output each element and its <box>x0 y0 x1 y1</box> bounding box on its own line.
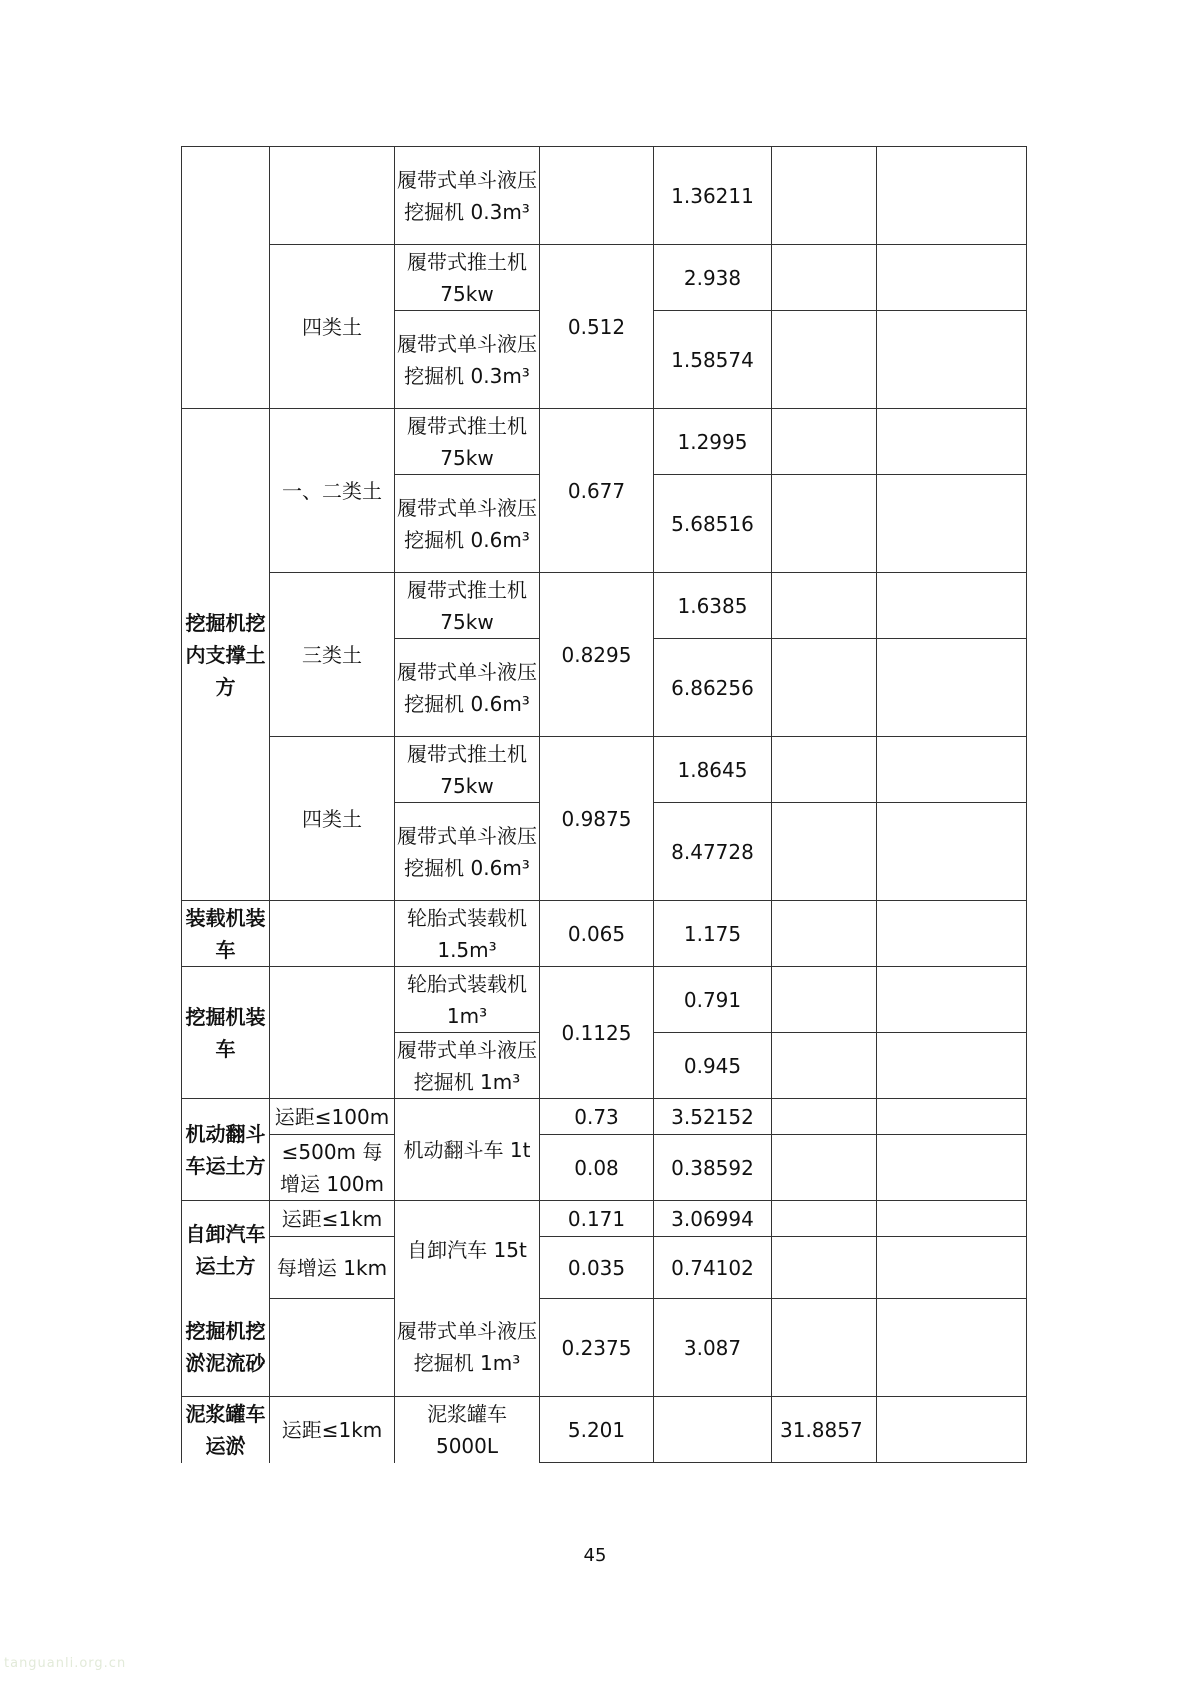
watermark: tanguanli.org.cn <box>4 1656 127 1671</box>
value-cell <box>772 1099 877 1135</box>
value-cell: 0.512 <box>540 245 654 409</box>
value-cell <box>877 475 1027 573</box>
value-cell <box>772 1201 877 1237</box>
value-cell <box>877 245 1027 311</box>
equipment-cell: 自卸汽车 15t <box>395 1201 540 1299</box>
value-cell: 1.6385 <box>654 573 772 639</box>
value-cell: 3.087 <box>654 1299 772 1397</box>
value-cell <box>540 147 654 245</box>
equipment-cell: 履带式单斗液压挖掘机 1m³ <box>395 1299 540 1397</box>
table-row <box>182 737 1027 803</box>
value-cell <box>877 1099 1027 1135</box>
value-cell: 1.175 <box>654 901 772 967</box>
table-row <box>182 1135 1027 1201</box>
table-row <box>182 1201 1027 1237</box>
value-cell <box>772 147 877 245</box>
table-row <box>182 573 1027 639</box>
value-cell <box>772 639 877 737</box>
value-cell <box>772 901 877 967</box>
equipment-cell: 轮胎式装载机 1.5m³ <box>395 901 540 967</box>
table-row <box>182 1099 1027 1135</box>
value-cell: 0.171 <box>540 1201 654 1237</box>
value-cell <box>772 967 877 1033</box>
value-cell: 0.2375 <box>540 1299 654 1397</box>
table-row <box>182 409 1027 475</box>
value-cell: 0.08 <box>540 1135 654 1201</box>
page-number: 45 <box>583 1545 607 1566</box>
soil-cell: 四类土 <box>270 737 395 901</box>
equipment-cell: 泥浆罐车 5000L <box>395 1397 540 1463</box>
equipment-cell: 履带式单斗液压挖掘机 0.6m³ <box>395 475 540 573</box>
equipment-cell: 轮胎式装载机 1m³ <box>395 967 540 1033</box>
soil-cell: 三类土 <box>270 573 395 737</box>
value-cell <box>772 311 877 409</box>
table-row <box>182 1299 1027 1397</box>
equipment-cell: 履带式单斗液压挖掘机 0.3m³ <box>395 147 540 245</box>
equipment-cell: 履带式推土机 75kw <box>395 245 540 311</box>
value-cell <box>877 1135 1027 1201</box>
soil-cell <box>270 1299 395 1397</box>
value-cell: 0.791 <box>654 967 772 1033</box>
equipment-cell: 履带式推土机 75kw <box>395 409 540 475</box>
value-cell <box>772 803 877 901</box>
value-cell <box>772 737 877 803</box>
value-cell <box>772 245 877 311</box>
category-cell: 泥浆罐车运淤 <box>182 1397 270 1463</box>
value-cell: 0.1125 <box>540 967 654 1099</box>
value-cell: 1.58574 <box>654 311 772 409</box>
value-cell: 1.36211 <box>654 147 772 245</box>
value-cell: 5.201 <box>540 1397 654 1463</box>
category-cell: 挖掘机挖内支撑土方 <box>182 409 270 901</box>
value-cell: 0.677 <box>540 409 654 573</box>
value-cell <box>877 967 1027 1033</box>
value-cell <box>877 573 1027 639</box>
value-cell <box>877 639 1027 737</box>
soil-cell: 运距≤1km <box>270 1201 395 1237</box>
value-cell <box>772 1033 877 1099</box>
value-cell <box>877 311 1027 409</box>
value-cell <box>877 1201 1027 1237</box>
value-cell: 0.73 <box>540 1099 654 1135</box>
soil-cell: 一、二类土 <box>270 409 395 573</box>
equipment-cell: 履带式推土机 75kw <box>395 737 540 803</box>
equipment-cell: 履带式单斗液压挖掘机 0.6m³ <box>395 803 540 901</box>
value-cell: 0.9875 <box>540 737 654 901</box>
value-cell: 1.2995 <box>654 409 772 475</box>
table-row <box>182 967 1027 1033</box>
category-cell: 机动翻斗车运土方 <box>182 1099 270 1201</box>
category-cell: 挖掘机装车 <box>182 967 270 1099</box>
value-cell <box>654 1397 772 1463</box>
soil-cell: 每增运 1km <box>270 1237 395 1299</box>
value-cell: 8.47728 <box>654 803 772 901</box>
table-row <box>182 147 1027 245</box>
category-cell: 装载机装车 <box>182 901 270 967</box>
equipment-cell: 履带式单斗液压挖掘机 1m³ <box>395 1033 540 1099</box>
value-cell: 0.38592 <box>654 1135 772 1201</box>
value-cell: 31.8857 <box>772 1397 877 1463</box>
equipment-cell: 履带式单斗液压挖掘机 0.3m³ <box>395 311 540 409</box>
table-row <box>182 1397 1027 1463</box>
value-cell <box>877 901 1027 967</box>
equipment-cell: 机动翻斗车 1t <box>395 1099 540 1201</box>
soil-cell: 运距≤1km <box>270 1397 395 1463</box>
category-cell: 自卸汽车运土方 <box>182 1201 270 1299</box>
table-row <box>182 245 1027 311</box>
value-cell: 0.945 <box>654 1033 772 1099</box>
value-cell: 3.06994 <box>654 1201 772 1237</box>
equipment-cell: 履带式单斗液压挖掘机 0.6m³ <box>395 639 540 737</box>
value-cell <box>877 409 1027 475</box>
value-cell <box>772 1237 877 1299</box>
value-cell <box>877 1397 1027 1463</box>
value-cell: 0.035 <box>540 1237 654 1299</box>
soil-cell: ≤500m 每增运 100m <box>270 1135 395 1201</box>
value-cell <box>772 573 877 639</box>
value-cell <box>772 1135 877 1201</box>
value-cell: 5.68516 <box>654 475 772 573</box>
table-row <box>182 1237 1027 1299</box>
table-row <box>182 901 1027 967</box>
value-cell: 0.74102 <box>654 1237 772 1299</box>
value-cell: 0.8295 <box>540 573 654 737</box>
quota-table <box>181 146 1027 1463</box>
value-cell: 0.065 <box>540 901 654 967</box>
soil-cell <box>270 967 395 1099</box>
value-cell <box>772 409 877 475</box>
value-cell <box>772 475 877 573</box>
value-cell <box>772 1299 877 1397</box>
value-cell: 1.8645 <box>654 737 772 803</box>
soil-cell <box>270 147 395 245</box>
soil-cell: 四类土 <box>270 245 395 409</box>
value-cell: 2.938 <box>654 245 772 311</box>
category-cell: 挖掘机挖淤泥流砂 <box>182 1299 270 1397</box>
category-cell <box>182 147 270 409</box>
soil-cell: 运距≤100m <box>270 1099 395 1135</box>
value-cell <box>877 737 1027 803</box>
value-cell <box>877 147 1027 245</box>
soil-cell <box>270 901 395 967</box>
value-cell <box>877 1299 1027 1397</box>
value-cell: 3.52152 <box>654 1099 772 1135</box>
value-cell: 6.86256 <box>654 639 772 737</box>
value-cell <box>877 1237 1027 1299</box>
value-cell <box>877 1033 1027 1099</box>
equipment-cell: 履带式推土机 75kw <box>395 573 540 639</box>
value-cell <box>877 803 1027 901</box>
